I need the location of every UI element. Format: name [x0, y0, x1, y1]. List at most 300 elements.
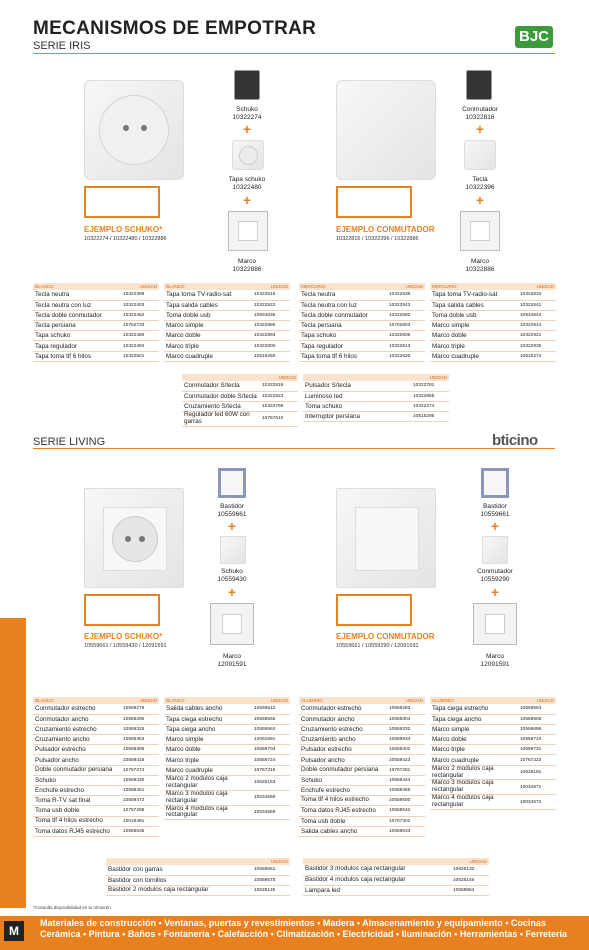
- product-code: 10559451: [121, 786, 159, 796]
- store-logo: M: [4, 921, 24, 941]
- product-name: Lampara led: [303, 885, 451, 895]
- table-header-finish: BLANCO: [33, 283, 121, 290]
- product-name: Tecla neutra con luz: [299, 300, 387, 310]
- product-code: 10559556: [252, 714, 290, 724]
- product-code: 10322613: [387, 341, 425, 351]
- table-row: [303, 885, 489, 895]
- iris-schuko-example-codes: 10322274 / 10322480 / 10322886: [84, 236, 167, 242]
- product-name: Toma doble usb: [430, 310, 518, 320]
- price-table: [303, 858, 489, 896]
- product-name: Tapa schuko: [299, 331, 387, 341]
- product-code: 10767274: [121, 765, 159, 775]
- iris-schuko-cover-image: [232, 140, 264, 170]
- table-row: [430, 765, 556, 780]
- product-code: 10322781: [411, 381, 449, 391]
- product-code: 10322865: [411, 391, 449, 401]
- plus-icon: +: [242, 192, 252, 208]
- series-iris-title: SERIE IRIS: [33, 40, 91, 52]
- living-schuko-cover-image: [220, 536, 246, 564]
- product-name: Marco 3 modulos caja rectangular: [164, 790, 252, 805]
- product-code: 10559661: [252, 865, 290, 875]
- table-row: [430, 755, 556, 765]
- iris-conmutador-example-title: EJEMPLO CONMUTADOR: [336, 225, 435, 234]
- product-code: 10034572: [518, 795, 556, 810]
- iris-schuko-frame-image: [228, 211, 268, 251]
- product-name: Conmutador ancho: [33, 714, 121, 724]
- living-conmutador-cover-image: [482, 536, 508, 564]
- product-name: Marco cuadruple: [430, 351, 518, 361]
- iris-schuko-cover-code: 10322480: [232, 184, 262, 191]
- iris-conmutador-frame-image: [460, 211, 500, 251]
- table-row: [299, 290, 425, 300]
- table-row: [164, 775, 290, 790]
- product-code: 10515274: [518, 351, 556, 361]
- living-conmutador-frame-image: [473, 603, 517, 645]
- header-rule: [33, 53, 555, 54]
- table-row: [106, 875, 290, 885]
- product-code: 10322396: [121, 290, 159, 300]
- table-row: [33, 765, 159, 775]
- iris-conmutador-mech-code: 10322816: [465, 114, 495, 121]
- product-name: Marco cuadruple: [430, 755, 518, 765]
- iris-schuko-frame-code: 10322886: [232, 266, 262, 273]
- table-row: [430, 310, 556, 320]
- product-code: 10767610: [260, 412, 298, 427]
- product-name: Toma tlf 4 hilos estrecho: [299, 796, 387, 806]
- table-header-finish: [303, 374, 411, 381]
- product-name: Marco doble: [430, 735, 518, 745]
- table-row: [164, 300, 290, 310]
- product-name: Marco doble: [164, 745, 252, 755]
- bticino-logo: bticino: [492, 432, 538, 449]
- table-row: [164, 714, 290, 724]
- table-header-unit: UNIDAD: [387, 283, 425, 290]
- iris-schuko-photo: [84, 80, 184, 180]
- table-row: [299, 816, 425, 826]
- product-name: Regulador led 60W con garras: [182, 412, 260, 427]
- table-row: [303, 391, 449, 401]
- product-code: 10559430: [121, 775, 159, 785]
- availability-note: *Consulta disponibilidad en tu Almacén: [33, 905, 111, 910]
- table-row: [33, 755, 159, 765]
- product-name: Pulsador estrecho: [33, 745, 121, 755]
- product-name: Conmutador estrecho: [299, 704, 387, 714]
- product-code: 10322515: [252, 290, 290, 300]
- table-row: [33, 796, 159, 806]
- table-row: [299, 735, 425, 745]
- table-header-finish: ALUMINIO: [430, 697, 518, 704]
- product-code: 10625153: [252, 775, 290, 790]
- living-schuko-photo: [84, 488, 184, 588]
- product-name: Tecla persiana: [299, 321, 387, 331]
- product-code: 10322403: [121, 300, 159, 310]
- table-row: [303, 412, 449, 422]
- table-row: [164, 724, 290, 734]
- table-header-finish: [303, 858, 451, 865]
- product-name: Conmutador estrecho: [33, 704, 121, 714]
- living-conmutador-mech-code: 10559661: [480, 511, 510, 518]
- product-code: 10322921: [518, 331, 556, 341]
- product-name: Tapa schuko: [33, 331, 121, 341]
- product-code: 10322494: [121, 341, 159, 351]
- iris-schuko-mech-name: Schuko: [236, 106, 258, 113]
- iris-conmutador-cover-image: [464, 140, 496, 170]
- product-name: Pulsador ancho: [33, 755, 121, 765]
- product-name: Conmutador doble S/tecla: [182, 391, 260, 401]
- table-row: [164, 331, 290, 341]
- product-name: Marco simple: [430, 724, 518, 734]
- plus-icon: +: [242, 121, 252, 137]
- table-row: [299, 745, 425, 755]
- product-code: 10767316: [252, 765, 290, 775]
- living-schuko-swatch: [84, 594, 160, 626]
- table-row: [299, 724, 425, 734]
- price-table: [430, 697, 556, 810]
- product-name: Schuko: [299, 775, 387, 785]
- iris-conmutador-mech-name: Conmutador: [462, 106, 498, 113]
- product-name: Cruzamiento estrecho: [33, 724, 121, 734]
- product-code: 10559304: [387, 714, 425, 724]
- table-row: [33, 735, 159, 745]
- product-name: Tapa toma TV-radio-sat: [430, 290, 518, 300]
- product-name: Interruptor persiana: [303, 412, 411, 422]
- product-name: Marco cuadruple: [164, 351, 252, 361]
- living-schuko-mech-name: Bastidor: [220, 503, 244, 510]
- product-name: Cruzamiento S/tecla: [182, 401, 260, 411]
- living-schuko-cover-name: Schuko: [221, 568, 243, 575]
- product-code: 10322914: [518, 321, 556, 331]
- product-name: Marco 3 modulos caja rectangular: [430, 780, 518, 795]
- living-schuko-cover-code: 10559430: [217, 576, 247, 583]
- living-schuko-frame-name: Marco: [222, 653, 242, 660]
- product-name: Toma datos RJ45 estrecho: [299, 806, 387, 816]
- living-conmutador-example-codes: 10559661 / 10559290 / 12091591: [336, 643, 419, 649]
- iris-conmutador-frame-code: 10322886: [465, 266, 495, 273]
- product-code: 10322522: [252, 300, 290, 310]
- table-row: [430, 704, 556, 714]
- product-code: 10559472: [121, 796, 159, 806]
- product-name: Tapa ciega estrecho: [430, 704, 518, 714]
- table-row: [33, 351, 159, 361]
- product-code: 10559444: [387, 775, 425, 785]
- table-row: [299, 714, 425, 724]
- product-name: Pulsador S/tecla: [303, 381, 411, 391]
- living-rule: [33, 448, 555, 449]
- product-name: Luminoso led: [303, 391, 411, 401]
- table-row: [164, 765, 290, 775]
- product-code: 10559633: [387, 826, 425, 836]
- plus-icon: +: [227, 518, 237, 534]
- table-header-unit: UNIDAD: [252, 283, 290, 290]
- product-code: 10034569: [252, 805, 290, 820]
- table-row: [164, 755, 290, 765]
- price-table: [106, 858, 290, 896]
- iris-conmutador-frame-name: Marco: [470, 258, 490, 265]
- living-conmutador-mechanism-image: [481, 468, 509, 498]
- product-code: 10559612: [252, 704, 290, 714]
- product-name: Tapa toma TV-radio-sat: [164, 290, 252, 300]
- table-row: [33, 331, 159, 341]
- product-name: Bastidor con garras: [106, 865, 252, 875]
- product-code: 10559934: [387, 735, 425, 745]
- iris-schuko-mech-code: 10322274: [232, 114, 262, 121]
- table-row: [33, 290, 159, 300]
- product-code: 10762803: [387, 321, 425, 331]
- product-code: 10559584: [252, 724, 290, 734]
- table-row: [299, 786, 425, 796]
- product-code: 10559332: [387, 724, 425, 734]
- product-code: 10322536: [387, 290, 425, 300]
- living-conmutador-cover-code: 10559290: [480, 576, 510, 583]
- product-code: 10559535: [121, 826, 159, 836]
- product-name: Tapa salida cables: [164, 300, 252, 310]
- living-schuko-frame-code: 12091591: [217, 661, 247, 668]
- product-code: 10559402: [387, 745, 425, 755]
- table-row: [299, 310, 425, 320]
- table-row: [33, 704, 159, 714]
- iris-conmutador-swatch: [336, 186, 412, 218]
- table-header-finish: BLANCO: [164, 283, 252, 290]
- product-name: Enchufe estrecho: [299, 786, 387, 796]
- product-name: Enchufe estrecho: [33, 786, 121, 796]
- page-title: MECANISMOS DE EMPOTRAR: [33, 18, 317, 39]
- product-code: 10322480: [121, 331, 159, 341]
- living-conmutador-example-title: EJEMPLO CONMUTADOR: [336, 632, 435, 641]
- plus-icon: +: [490, 584, 500, 600]
- side-band: [0, 618, 26, 908]
- living-conmutador-swatch: [336, 594, 412, 626]
- product-code: 10034568: [252, 790, 290, 805]
- table-row: [299, 826, 425, 836]
- product-name: Marco simple: [430, 321, 518, 331]
- table-row: [299, 775, 425, 785]
- table-row: [182, 401, 298, 411]
- product-code: 10322795: [260, 401, 298, 411]
- product-name: Tapa toma tlf 6 hilos: [299, 351, 387, 361]
- product-code: 10767323: [518, 755, 556, 765]
- table-row: [303, 381, 449, 391]
- table-row: [164, 745, 290, 755]
- product-name: Cruzamiento ancho: [299, 735, 387, 745]
- product-name: Marco triple: [430, 745, 518, 755]
- table-row: [164, 321, 290, 331]
- price-table: [33, 697, 159, 837]
- table-header-unit: UNIDAD: [121, 283, 159, 290]
- iris-conmutador-cover-code: 10322396: [465, 184, 495, 191]
- product-name: Bastidor 3 modulos caja rectangular: [303, 865, 451, 875]
- product-name: Bastidor 4 modulos caja rectangular: [303, 875, 451, 885]
- table-row: [33, 724, 159, 734]
- iris-schuko-swatch: [84, 186, 160, 218]
- product-name: Marco 4 modulos caja rectangular: [430, 795, 518, 810]
- table-row: [430, 795, 556, 810]
- product-name: Tecla neutra: [299, 290, 387, 300]
- product-code: 10559416: [121, 755, 159, 765]
- living-schuko-mechanism-image: [218, 468, 246, 498]
- product-code: 10559724: [252, 755, 290, 765]
- table-row: [164, 790, 290, 805]
- product-name: Marco simple: [164, 735, 252, 745]
- table-row: [164, 805, 290, 820]
- product-name: Doble conmutador persiana: [299, 765, 387, 775]
- product-name: Toma usb doble: [299, 816, 387, 826]
- table-header-finish: [182, 374, 260, 381]
- table-header-finish: MERCURIO: [299, 283, 387, 290]
- table-row: [106, 885, 290, 895]
- price-table: [299, 697, 425, 837]
- table-row: [33, 310, 159, 320]
- table-row: [299, 755, 425, 765]
- product-name: Bastidor con tornillos: [106, 875, 252, 885]
- product-code: 10559675: [252, 875, 290, 885]
- living-conmutador-mech-name: Bastidor: [483, 503, 507, 510]
- product-name: Marco triple: [164, 755, 252, 765]
- product-code: 10834635: [252, 310, 290, 320]
- product-code: 10834642: [518, 310, 556, 320]
- table-row: [164, 310, 290, 320]
- table-row: [33, 321, 159, 331]
- table-header-finish: [106, 858, 252, 865]
- table-row: [164, 351, 290, 361]
- table-row: [299, 321, 425, 331]
- table-row: [430, 290, 556, 300]
- product-name: Marco cuadruple: [164, 765, 252, 775]
- living-conmutador-frame-code: 12091591: [480, 661, 510, 668]
- product-name: Tecla doble conmutador: [299, 310, 387, 320]
- product-code: 10515260: [252, 351, 290, 361]
- product-code: 10322823: [260, 391, 298, 401]
- table-header-unit: UNIDAD: [411, 374, 449, 381]
- table-row: [182, 412, 298, 427]
- product-code: 10767281: [387, 765, 425, 775]
- iris-conmutador-photo: [336, 80, 436, 180]
- product-code: 10322641: [518, 300, 556, 310]
- iris-conmutador-mechanism-image: [466, 70, 492, 100]
- table-row: [182, 381, 298, 391]
- table-row: [430, 780, 556, 795]
- product-code: 10559542: [387, 806, 425, 816]
- living-schuko-frame-image: [210, 603, 254, 645]
- plus-icon: +: [475, 121, 485, 137]
- table-row: [33, 826, 159, 836]
- series-living-title: SERIE LIVING: [33, 436, 106, 448]
- table-row: [430, 724, 556, 734]
- table-row: [299, 300, 425, 310]
- table-header-unit: UNIDAD: [121, 697, 159, 704]
- living-schuko-mech-code: 10559661: [217, 511, 247, 518]
- product-code: 10322592: [387, 310, 425, 320]
- product-code: 10559276: [121, 704, 159, 714]
- product-name: Marco 2 modulos caja rectangular: [164, 775, 252, 790]
- table-header-finish: MERCURIO: [430, 283, 518, 290]
- table-header-unit: UNIDAD: [260, 374, 298, 381]
- product-code: 10019491: [121, 816, 159, 826]
- table-row: [430, 321, 556, 331]
- iris-conmutador-cover-name: Tecla: [472, 176, 488, 183]
- product-name: Tecla neutra: [33, 290, 121, 300]
- product-code: 10559283: [387, 704, 425, 714]
- product-name: Marco doble: [430, 331, 518, 341]
- table-header-finish: ALUMINIO: [299, 697, 387, 704]
- product-name: Toma R-TV sat final: [33, 796, 121, 806]
- product-name: Tecla neutra con luz: [33, 300, 121, 310]
- product-code: 10322501: [121, 351, 159, 361]
- product-name: Marco doble: [164, 331, 252, 341]
- table-row: [33, 816, 159, 826]
- product-name: Bastidor 2 modulos caja rectangular: [106, 885, 252, 895]
- table-row: [33, 775, 159, 785]
- table-row: [33, 786, 159, 796]
- product-code: 10034571: [518, 780, 556, 795]
- product-name: Cruzamiento ancho: [33, 735, 121, 745]
- living-conmutador-cover-name: Conmutador: [477, 568, 513, 575]
- plus-icon: +: [475, 192, 485, 208]
- product-code: 10559654: [451, 885, 489, 895]
- table-row: [182, 391, 298, 401]
- product-name: Salida cables ancho: [299, 826, 387, 836]
- product-name: Tapa ciega estrecho: [164, 714, 252, 724]
- table-row: [430, 300, 556, 310]
- table-row: [299, 351, 425, 361]
- product-name: Conmutador ancho: [299, 714, 387, 724]
- price-table: [303, 374, 449, 422]
- product-name: Pulsador ancho: [299, 755, 387, 765]
- product-code: 10625181: [518, 765, 556, 780]
- product-code: 10559605: [518, 714, 556, 724]
- product-code: 10322935: [518, 341, 556, 351]
- product-code: 10322543: [387, 300, 425, 310]
- product-code: 10322620: [387, 351, 425, 361]
- product-code: 10559423: [387, 755, 425, 765]
- product-name: Marco simple: [164, 321, 252, 331]
- plus-icon: +: [490, 518, 500, 534]
- table-row: [299, 806, 425, 816]
- living-schuko-example-title: EJEMPLO SCHUKO*: [84, 632, 163, 641]
- table-row: [33, 745, 159, 755]
- table-header-unit: UNIDAD: [252, 858, 290, 865]
- table-header-unit: UNIDAD: [518, 283, 556, 290]
- price-table: [299, 283, 425, 362]
- product-name: Pulsador estrecho: [299, 745, 387, 755]
- product-code: 10559703: [252, 745, 290, 755]
- product-code: 10322452: [121, 310, 159, 320]
- table-row: [430, 341, 556, 351]
- table-row: [33, 341, 159, 351]
- product-name: Schuko: [33, 775, 121, 785]
- product-code: 10559563: [518, 704, 556, 714]
- product-code: 10625125: [252, 885, 290, 895]
- table-row: [303, 865, 489, 875]
- living-conmutador-photo: [336, 488, 436, 588]
- product-code: 10559353: [121, 735, 159, 745]
- table-row: [164, 704, 290, 714]
- table-row: [33, 714, 159, 724]
- product-name: Marco triple: [164, 341, 252, 351]
- table-row: [299, 331, 425, 341]
- table-header-finish: BLANCO: [164, 697, 252, 704]
- table-header-unit: UNIDAD: [518, 697, 556, 704]
- table-row: [106, 865, 290, 875]
- product-code: 10322886: [252, 321, 290, 331]
- product-name: Tecla doble conmutador: [33, 310, 121, 320]
- product-code: 10559290: [121, 714, 159, 724]
- product-code: 10322606: [387, 331, 425, 341]
- product-name: Tecla persiana: [33, 321, 121, 331]
- product-name: Tapa ciega ancho: [164, 724, 252, 734]
- product-code: 10559325: [121, 724, 159, 734]
- product-code: 10559465: [387, 786, 425, 796]
- product-name: Marco 2 modulos caja rectangular: [430, 765, 518, 780]
